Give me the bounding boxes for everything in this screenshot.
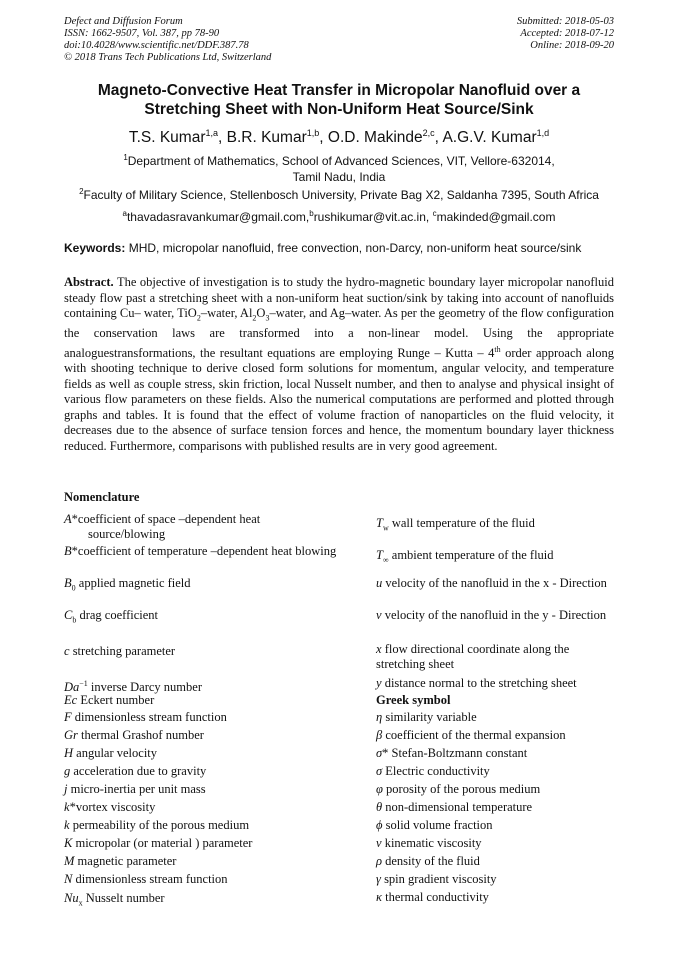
author: O.D. Makinde$^{2,c}$, [327, 128, 443, 147]
doi: doi:10.4028/www.scientific.net/DDF.387.78 [64, 40, 249, 51]
nomenclature-entry: H angular velocity [64, 746, 158, 760]
nomenclature-entry: x flow directional coordinate along the stretching sheet [376, 642, 570, 671]
nomenclature-entry: y distance normal to the stretching sheet [376, 676, 577, 690]
nomenclature-entry: k permeability of the porous medium [64, 818, 250, 832]
nomenclature-entry: N dimensionless stream function [64, 872, 228, 886]
nomenclature-entry: B*coefficient of temperature –dependent heat blowing [64, 544, 337, 558]
nomenclature-entry: Ec Eckert number [64, 693, 155, 707]
nomenclature-entry: $Da^{-1}$ inverse Darcy number [64, 679, 202, 695]
title-line-2: Stretching Sheet with Non-Uniform Heat Source/Sink [144, 101, 534, 118]
nomenclature-entry: u velocity of the nanofluid in the x - Direction [376, 576, 607, 590]
email: $^c$makinded@gmail.com [432, 209, 556, 224]
greek-entry: γ spin gradient viscosity [376, 872, 497, 886]
nomenclature-entry: $B_0$ applied magnetic field [64, 576, 191, 593]
email-list [64, 206, 614, 225]
greek-entry: ρ density of the fluid [376, 854, 480, 868]
greek-entry: φ porosity of the porous medium [376, 782, 541, 796]
greek-entry: σ* Stefan-Boltzmann constant [376, 746, 528, 760]
online-date: Online: 2018-09-20 [530, 40, 614, 51]
dates-info [517, 16, 614, 52]
affiliation-1: $^1$Department of Mathematics, School of Advanced Sciences, VIT, Vellore-632014, Tamil Nadu, India [123, 153, 555, 184]
greek-entry: η similarity variable [376, 710, 477, 724]
keywords [64, 241, 624, 256]
author: B.R. Kumar$^{1,b}$, [226, 128, 328, 147]
nomenclature-entry: M magnetic parameter [64, 854, 177, 868]
greek-entry: ν kinematic viscosity [376, 836, 482, 850]
keywords-label: Keywords: [64, 241, 126, 255]
accepted-date: Accepted: 2018-07-12 [520, 28, 614, 39]
greek-symbol-heading: Greek symbol [376, 693, 451, 707]
affiliation-2: $^2$Faculty of Military Science, Stellenbosch University, Private Bag X2, Saldanha 7395, South Africa [79, 187, 599, 202]
nomenclature-entry: k*vortex viscosity [64, 800, 156, 814]
nomenclature-entry: Gr thermal Grashof number [64, 728, 204, 742]
nomenclature-entry: j micro-inertia per unit mass [64, 782, 206, 796]
abstract: Abstract. The objective of investigation is to study the hydro-magnetic boundary layer micropolar nanofluid steady flow past a stretching sheet with a non-uniform heat suction/sink by taking into account of nanofluids containing Cu– water, TiO$_2$–water, $Al_2O_3$–water, and Ag–water. As per the geometry of the flow configuration the conservation laws are transformed into a non-linear model. Using the appropriate analoguestransformations, the resultant equations are employing Runge – Kutta – 4th order approach along with shooting technique to derive closed form solutions for momentum, angular velocity, and temperature fields as well as couple stress, skin friction, local Nusselt number, and then to analyse and physical insight of various flow parameters on these fields. Also the numerical computations are performed and plotted through graphs and tables. It is found that the effect of volume fraction of nanoparticles on the fluid velocity, it decreases due to the absence of surface tension forces and hence, the momentum boundary layer thickness reduced. Furthermore, comparisons with published results are in very good agreement. [64, 275, 614, 453]
submitted-date: Submitted: 2018-05-03 [516, 16, 614, 27]
paper-title [64, 81, 614, 119]
author-list [64, 123, 614, 148]
issn: ISSN: 1662-9507, Vol. 387, pp 78-90 [64, 28, 220, 39]
journal-info [64, 16, 271, 64]
nomenclature-entry: K micropolar (or material ) parameter [64, 836, 253, 850]
copyright: © 2018 Trans Tech Publications Ltd, Switzerland [64, 52, 272, 63]
journal-name: Defect and Diffusion Forum [64, 16, 183, 27]
email: $^a$thavadasravankumar@gmail.com, [122, 209, 310, 224]
nomenclature-entry: $T_\infty$ ambient temperature of the fluid [376, 548, 554, 565]
nomenclature-entry: A*coefficient of space –dependent heat source/blowing [64, 512, 261, 541]
nomenclature-entry: $C_b$ drag coefficient [64, 608, 159, 625]
nomenclature-entry: c stretching parameter [64, 644, 176, 658]
keywords-text: MHD, micropolar nanofluid, free convection, non-Darcy, non-uniform heat source/sink [125, 241, 582, 255]
nomenclature-entry: $Nu_x$ Nusselt number [64, 891, 165, 908]
email: $^b$rushikumar@vit.ac.in, [309, 209, 433, 224]
author: T.S. Kumar$^{1,a}$, [128, 128, 227, 147]
abstract-label: Abstract. [64, 275, 114, 289]
greek-entry: κ thermal conductivity [376, 890, 489, 904]
greek-entry: σ Electric conductivity [376, 764, 490, 778]
nomenclature-entry: F dimensionless stream function [64, 710, 227, 724]
author: A.G.V. Kumar$^{1,d}$ [442, 128, 550, 147]
greek-entry: β coefficient of the thermal expansion [376, 728, 566, 742]
nomenclature-heading: Nomenclature [64, 490, 140, 504]
nomenclature-entry: $T_w$ wall temperature of the fluid [376, 516, 535, 533]
nomenclature-entry: v velocity of the nanofluid in the y - Direction [376, 608, 607, 622]
greek-entry: θ non-dimensional temperature [376, 800, 533, 814]
title-line-1: Magneto-Convective Heat Transfer in Micropolar Nanofluid over a [97, 82, 581, 99]
nomenclature-entry: g acceleration due to gravity [64, 764, 207, 778]
greek-entry: ϕ solid volume fraction [376, 818, 493, 832]
